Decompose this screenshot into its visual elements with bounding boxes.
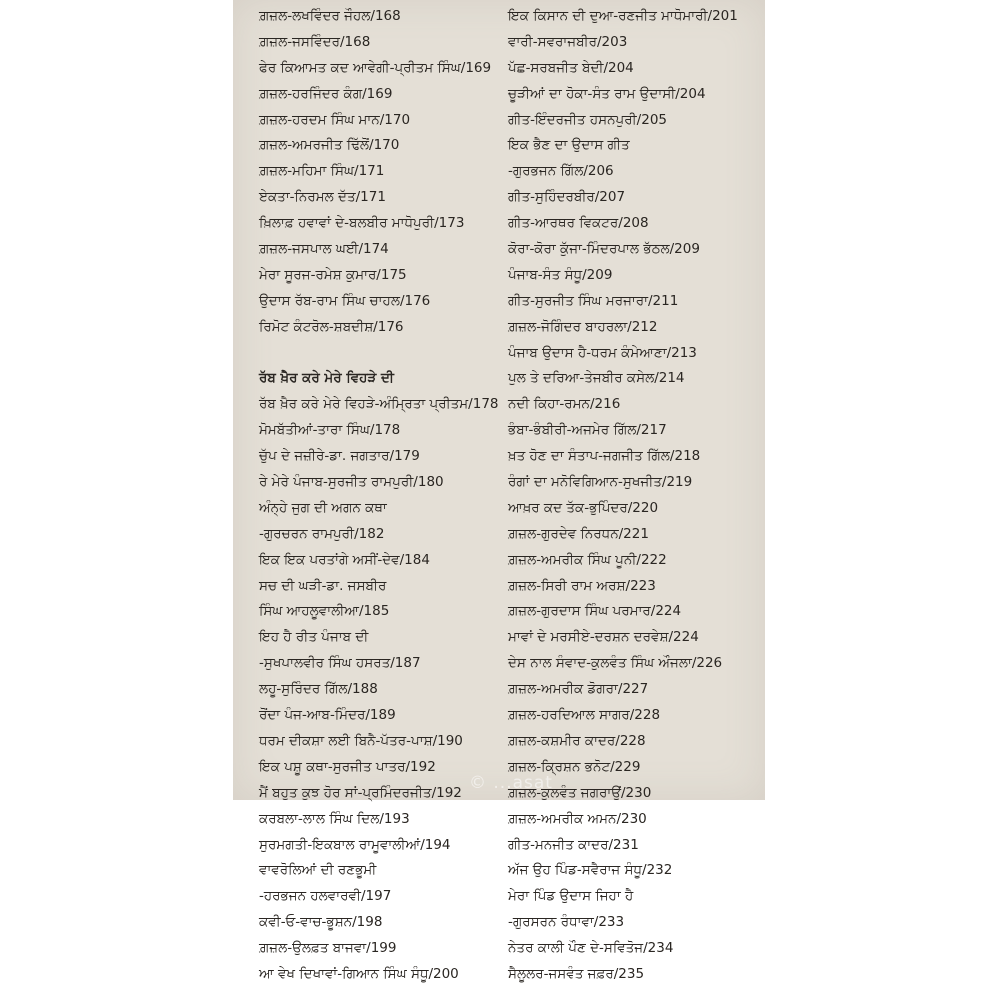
toc-right-column: [508, 4, 763, 988]
toc-entry: ਗ਼ਜ਼ਲ-ਗੁਰਦੇਵ ਨਿਰਧਨ/221: [508, 525, 649, 542]
toc-entry: ਸੁਰਮਗਤੀ-ਇਕਬਾਲ ਰਾਮੂਵਾਲੀਆਂ/194: [259, 836, 451, 853]
toc-entry: ਰੱਬ ਖ਼ੈਰ ਕਰੇ ਮੇਰੇ ਵਿਹੜੇ-ਅੰਮ੍ਰਿਤਾ ਪ੍ਰੀਤਮ/178: [259, 396, 499, 413]
toc-entry: ਗ਼ਜ਼ਲ-ਕ੍ਰਿਸ਼ਨ ਭਨੋਟ/229: [508, 758, 641, 775]
toc-entry: ਗ਼ਜ਼ਲ-ਗੁਰਦਾਸ ਸਿੰਘ ਪਰਮਾਰ/224: [508, 603, 682, 620]
toc-entry: ਅੱਜ ਉਹ ਪਿੰਡ-ਸਵੈਰਾਜ ਸੰਧੂ/232: [508, 862, 673, 879]
section-heading: ਰੱਬ ਖ਼ੈਰ ਕਰੇ ਮੇਰੇ ਵਿਹੜੇ ਦੀ: [259, 370, 394, 387]
toc-entry: ਗ਼ਜ਼ਲ-ਜਸਪਾਲ ਘਈ/174: [259, 241, 389, 258]
toc-entry: ਮਾਵਾਂ ਦੇ ਮਰਸੀਏ-ਦਰਸ਼ਨ ਦਰਵੇਸ਼/224: [508, 629, 699, 646]
section-spacer: [259, 341, 499, 367]
toc-left-column: [259, 4, 499, 988]
toc-entry: ਇਕ ਕਿਸਾਨ ਦੀ ਦੁਆ-ਰਣਜੀਤ ਮਾਧੋਮਾਰੀ/201: [508, 8, 738, 24]
toc-entry: ਆ ਵੇਖ ਦਿਖਾਵਾਂ-ਗਿਆਨ ਸਿੰਘ ਸੰਧੂ/200: [259, 965, 459, 982]
toc-entry: ਭੰਬਾ-ਭੰਬੀਰੀ-ਅਜਮੇਰ ਗਿੱਲ/217: [508, 422, 667, 439]
toc-entry: -ਗੁਰਚਰਨ ਰਾਮਪੁਰੀ/182: [259, 525, 385, 542]
toc-entry: ਗ਼ਜ਼ਲ-ਜੋਗਿੰਦਰ ਬਾਹਰਲਾ/212: [508, 318, 658, 335]
toc-entry: ਗ਼ਜ਼ਲ-ਹਰਦਮ ਸਿੰਘ ਮਾਨ/170: [259, 111, 411, 128]
toc-entry: ਲਹੂ-ਸੁਰਿੰਦਰ ਗਿੱਲ/188: [259, 681, 378, 698]
toc-entry: ਸੈਲੂਲਰ-ਜਸਵੰਤ ਜਫ਼ਰ/235: [508, 965, 645, 982]
toc-entry: ਰਿਮੋਟ ਕੰਟਰੋਲ-ਸ਼ਬਦੀਸ਼/176: [259, 318, 404, 335]
toc-entry: -ਹਰਭਜਨ ਹਲਵਾਰਵੀ/197: [259, 888, 392, 905]
toc-entry: ਗੀਤ-ਸੁਰਜੀਤ ਸਿੰਘ ਮਰਜਾਰਾ/211: [508, 292, 679, 309]
toc-entry: ਸਿੰਘ ਆਹਲੂਵਾਲੀਆ/185: [259, 603, 390, 620]
toc-entry: ਮੇਰਾ ਪਿੰਡ ਉਦਾਸ ਜਿਹਾ ਹੈ: [508, 888, 634, 905]
toc-entry: ਉਦਾਸ ਰੱਬ-ਰਾਮ ਸਿੰਘ ਚਾਹਲ/176: [259, 292, 431, 309]
toc-entry: ਪੰਜਾਬ ਉਦਾਸ ਹੈ-ਧਰਮ ਕੰਮੇਆਣਾ/213: [508, 344, 697, 361]
toc-entry: ਸਚ ਦੀ ਘੜੀ-ਡਾ. ਜਸਬੀਰ: [259, 577, 387, 594]
toc-entry: ਵਾਰੀ-ਸਵਰਾਜਬੀਰ/203: [508, 33, 628, 50]
toc-entry: ਇਕ ਪਸ਼ੂ ਕਥਾ-ਸੁਰਜੀਤ ਪਾਤਰ/192: [259, 758, 436, 775]
toc-entry: ਗ਼ਜ਼ਲ-ਕਸ਼ਮੀਰ ਕਾਦਰ/228: [508, 732, 646, 749]
toc-entry: ਗੀਤ-ਇੰਦਰਜੀਤ ਹਸਨਪੁਰੀ/205: [508, 111, 667, 128]
toc-entry: ਗ਼ਜ਼ਲ-ਅਮਰੀਕ ਸਿੰਘ ਪੂਨੀ/222: [508, 551, 667, 568]
toc-entry: ਗ਼ਜ਼ਲ-ਮਹਿਮਾ ਸਿੰਘ/171: [259, 163, 385, 180]
toc-entry: ਪੁਲ ਤੇ ਦਰਿਆ-ਤੇਜਬੀਰ ਕਸੇਲ/214: [508, 370, 685, 387]
toc-entry: ਗ਼ਜ਼ਲ-ਜਸਵਿੰਦਰ/168: [259, 33, 371, 50]
toc-entry: ਪੱਛ-ਸਰਬਜੀਤ ਬੇਦੀ/204: [508, 59, 634, 76]
toc-entry: ਗ਼ਜ਼ਲ-ਹਰਦਿਆਲ ਸਾਗਰ/228: [508, 707, 661, 724]
toc-entry: ਗ਼ਜ਼ਲ-ਲਖਵਿੰਦਰ ਜੌਹਲ/168: [259, 8, 401, 24]
toc-entry: ਏਕਤਾ-ਨਿਰਮਲ ਦੱਤ/171: [259, 189, 386, 206]
toc-entry: ਗ਼ਜ਼ਲ-ਹਰਜਿੰਦਰ ਕੰਗ/169: [259, 85, 393, 102]
toc-entry: ਆਖ਼ਰ ਕਦ ਤੱਕ-ਭੁਪਿੰਦਰ/220: [508, 499, 659, 516]
toc-entry: -ਸੁਖਪਾਲਵੀਰ ਸਿੰਘ ਹਸਰਤ/187: [259, 655, 421, 672]
toc-entry: ਰੋਂਦਾ ਪੰਜ-ਆਬ-ਮਿੰਦਰ/189: [259, 707, 396, 724]
book-page: [233, 0, 765, 982]
toc-entry: ਚੁੱਪ ਦੇ ਜਜ਼ੀਰੇ-ਡਾ. ਜਗਤਾਰ/179: [259, 448, 420, 465]
toc-entry: ਨਦੀ ਕਿਹਾ-ਰਮਨ/216: [508, 396, 621, 413]
toc-entry: -ਗੁਰਭਜਨ ਗਿੱਲ/206: [508, 163, 614, 180]
toc-entry: ਮੈਂ ਬਹੁਤ ਕੁਝ ਹੋਰ ਸਾਂ-ਪ੍ਰਮਿੰਦਰਜੀਤ/192: [259, 784, 462, 801]
toc-entry: ਖ਼ਿਲਾਫ਼ ਹਵਾਵਾਂ ਦੇ-ਬਲਬੀਰ ਮਾਧੋਪੁਰੀ/173: [259, 215, 465, 232]
toc-entry: ਰੰਗਾਂ ਦਾ ਮਨੋਵਿਗਿਆਨ-ਸੁਖਜੀਤ/219: [508, 474, 693, 491]
toc-entry: ਚੂੜੀਆਂ ਦਾ ਹੋਕਾ-ਸੰਤ ਰਾਮ ਉਦਾਸੀ/204: [508, 85, 706, 102]
toc-entry: ਗੀਤ-ਆਰਥਰ ਵਿਕਟਰ/208: [508, 215, 649, 232]
toc-entry: ਗੀਤ-ਮਨਜੀਤ ਕਾਦਰ/231: [508, 836, 639, 853]
toc-entry: ਪੰਜਾਬ-ਸੰਤ ਸੰਧੂ/209: [508, 266, 613, 283]
watermark: © ...asat: [469, 773, 553, 793]
toc-entry: ਇਕ ਭੈਣ ਦਾ ਉਦਾਸ ਗੀਤ: [508, 137, 630, 154]
toc-entry: ਕਵੀ-ਓ-ਵਾਚ-ਭੂਸ਼ਨ/198: [259, 914, 383, 931]
toc-entry: ਗ਼ਜ਼ਲ-ਸਿਰੀ ਰਾਮ ਅਰਸ਼/223: [508, 577, 656, 594]
toc-entry: ਫੇਰ ਕਿਆਮਤ ਕਦ ਆਵੇਗੀ-ਪ੍ਰੀਤਮ ਸਿੰਘ/169: [259, 59, 492, 76]
toc-entry: ਗੀਤ-ਸੁਹਿੰਦਰਬੀਰ/207: [508, 189, 626, 206]
toc-entry: ਗ਼ਜ਼ਲ-ਕੁਲਵੰਤ ਜਗਰਾਉਂ/230: [508, 784, 652, 801]
toc-entry: ਅੰਨ੍ਹੇ ਜੁਗ ਦੀ ਅਗਨ ਕਥਾ: [259, 499, 387, 516]
toc-entry: ਕੋਰਾ-ਕੋਰਾ ਕੁੱਜਾ-ਮਿੰਦਰਪਾਲ ਭੱਠਲ/209: [508, 241, 700, 258]
toc-entry: -ਗੁਰਸਰਨ ਰੰਧਾਵਾ/233: [508, 914, 625, 931]
toc-entry: ਗ਼ਜ਼ਲ-ਉਲਫ਼ਤ ਬਾਜਵਾ/199: [259, 940, 397, 957]
toc-entry: ਨੇਤਰ ਕਾਲੀ ਪੌਣ ਦੇ-ਸਵਿਤੋਜ/234: [508, 940, 674, 957]
toc-entry: ਗ਼ਜ਼ਲ-ਅਮਰੀਕ ਡੋਗਰਾ/227: [508, 681, 649, 698]
toc-entry: ਵਾਵਰੋਲਿਆਂ ਦੀ ਰਣਭੂਮੀ: [259, 862, 377, 879]
toc-entry: ਰੇ ਮੇਰੇ ਪੰਜਾਬ-ਸੁਰਜੀਤ ਰਾਮਪੁਰੀ/180: [259, 474, 444, 491]
toc-entry: ਗ਼ਜ਼ਲ-ਅਮਰਜੀਤ ਢਿੱਲੋਂ/170: [259, 137, 400, 154]
toc-entry: ਖ਼ਤ ਹੋਣ ਦਾ ਸੰਤਾਪ-ਜਗਜੀਤ ਗਿੱਲ/218: [508, 448, 701, 465]
toc-entry: ਇਹ ਹੈ ਰੀਤ ਪੰਜਾਬ ਦੀ: [259, 629, 369, 646]
toc-entry: ਕਰਬਲਾ-ਲਾਲ ਸਿੰਘ ਦਿਲ/193: [259, 810, 410, 827]
toc-entry: ਗ਼ਜ਼ਲ-ਅਮਰੀਕ ਅਮਨ/230: [508, 810, 647, 827]
toc-entry: ਧਰਮ ਦੀਕਸ਼ਾ ਲਈ ਬਿਨੈ-ਪੱਤਰ-ਪਾਸ਼/190: [259, 732, 463, 749]
toc-entry: ਮੇਰਾ ਸੂਰਜ-ਰਮੇਸ਼ ਕੁਮਾਰ/175: [259, 266, 407, 283]
toc-entry: ਦੇਸ ਨਾਲ ਸੰਵਾਦ-ਕੁਲਵੰਤ ਸਿੰਘ ਔਜਲਾ/226: [508, 655, 723, 672]
toc-entry: ਇਕ ਇਕ ਪਰਤਾਂਗੇ ਅਸੀਂ-ਦੇਵ/184: [259, 551, 430, 568]
toc-entry: ਮੋਮਬੱਤੀਆਂ-ਤਾਰਾ ਸਿੰਘ/178: [259, 422, 401, 439]
